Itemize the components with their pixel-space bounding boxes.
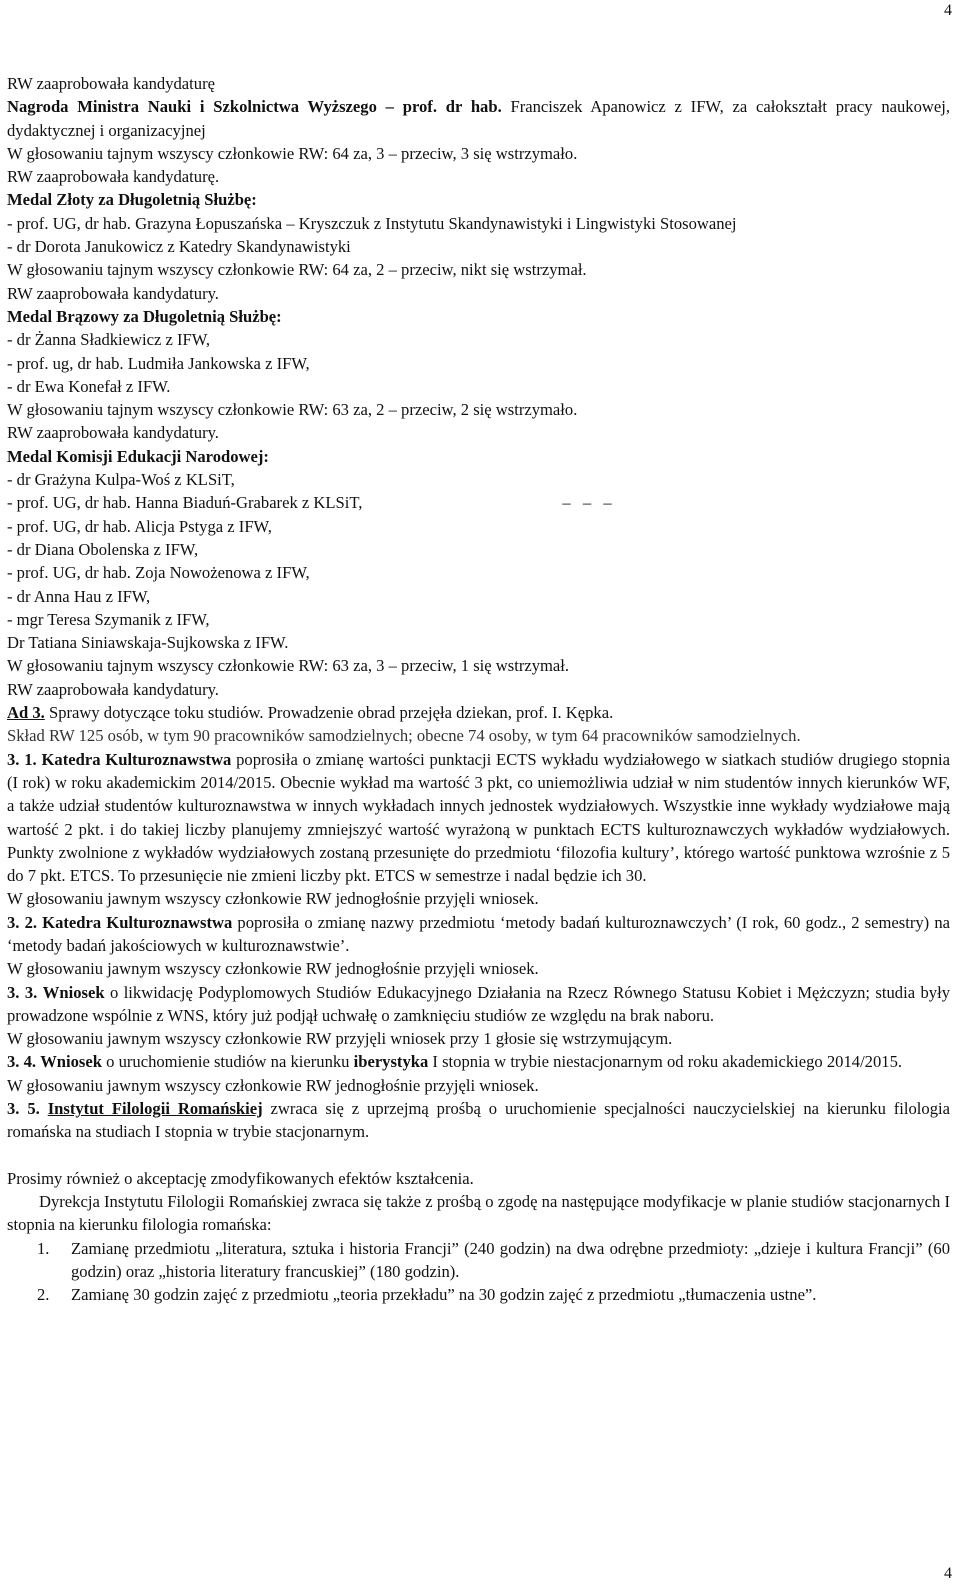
- list-item: - dr Grażyna Kulpa-Woś z KLSiT,: [7, 470, 235, 490]
- blank-line: [7, 1144, 950, 1167]
- list-item-text: Zamianę przedmiotu „literatura, sztuka i historia Francji” (240 godzin) na dwa odrębne przedmioty: „dzieje i kultura Francji” (60 godzin) oraz „historia literatury francuskiej” (180 godzin).: [71, 1238, 950, 1281]
- agenda-label: Ad 3.: [7, 703, 45, 723]
- dash-mark: – – –: [562, 493, 616, 513]
- motion-paragraph: [7, 981, 950, 1028]
- vote-line: W głosowaniu tajnym wszyscy członkowie RW: 64 za, 3 – przeciw, 3 się wstrzymało.: [7, 143, 578, 163]
- list-item: - dr Żanna Sładkiewicz z IFW,: [7, 330, 211, 350]
- motion-paragraph: [7, 911, 950, 958]
- list-item: - prof. UG, dr hab. Alicja Pstyga z IFW,: [7, 516, 272, 536]
- text-line: RW zaaprobowała kandydatury.: [7, 283, 219, 303]
- award-text: Franciszek Apanowicz z IFW, za całokształt pracy naukowej, dydaktycznej i organizacyjnej: [7, 97, 950, 140]
- list-item: [7, 1283, 950, 1306]
- vote-line: W głosowaniu tajnym wszyscy członkowie RW: 63 za, 2 – przeciw, 2 się wstrzymało.: [7, 400, 578, 420]
- text-line: Prosimy również o akceptację zmodyfikowanych efektów kształcenia.: [7, 1168, 474, 1188]
- list-item: - prof. ug, dr hab. Ludmiła Jankowska z IFW,: [7, 353, 310, 373]
- motion-text: o likwidację Podyplomowych Studiów Edukacyjnego Działania na Rzecz Równego Statusu Kobiet i Mężczyzn; studia były prowadzone wspólnie z WNS, który już podjął uchwałę o zamknięciu studiów ze względu na brak naboru.: [7, 982, 951, 1025]
- section-heading: Medal Złoty za Długoletnią Służbę:: [7, 190, 257, 210]
- list-item: - mgr Teresa Szymanik z IFW,: [7, 609, 210, 629]
- motion-number: 3. 1.: [7, 749, 37, 769]
- motion-number: 3. 2.: [7, 912, 38, 932]
- page-number-bottom: 4: [944, 1565, 952, 1582]
- list-item: - prof. UG, dr hab. Zoja Nowożenowa z IFW,: [7, 563, 310, 583]
- motion-paragraph: [7, 1097, 950, 1144]
- motion-text: o uruchomienie studiów na kierunku: [101, 1052, 354, 1072]
- motion-field-name: iberystyka: [353, 1052, 429, 1072]
- text-line: RW zaaprobowała kandydaturę.: [7, 167, 220, 187]
- list-item: - prof. UG, dr hab. Grazyna Łopuszańska – Kryszczuk z Instytutu Skandynawistyki i Lingwistyki Stosowanej: [7, 213, 737, 233]
- award-title: Nagroda Ministra Nauki i Szkolnictwa Wyższego – prof. dr hab.: [7, 97, 502, 117]
- motion-text: poprosiła o zmianę wartości punktacji ECTS wykładu wydziałowego w siatkach studiów drugiego stopnia (I rok) w roku akademickim 2014/2015. Obecnie wykład ma wartość 3 pkt, co uniemożliwia udział w nim studentów innych kierunków WF, a także udział studentów kulturoznawstwa w innych wykładach innych jednostek wydziałowych. Wszystkie inne wykłady wydziałowe mają wartość 2 pkt. i do takiej liczby planujemy zmniejszyć wartość wyrażoną w punktach ECTS kulturoznawczych wykładów wydziałowych. Punkty zwolnione z wykładów wydziałowych zostaną przesunięte do przedmiotu ‘filozofia kultury’, którego wartość punktowa wzrośnie z 5 do 7 pkt. ETCS. To przesunięcie nie zmieni liczby pkt. ETCS w semestrze i nadal będzie ich 30.: [7, 749, 950, 886]
- vote-line: W głosowaniu jawnym wszyscy członkowie RW przyjęli wniosek przy 1 głosie się wstrzymującym.: [7, 1029, 673, 1049]
- motion-number: 3. 4.: [7, 1052, 37, 1072]
- vote-line: W głosowaniu jawnym wszyscy członkowie RW jednogłośnie przyjęli wniosek.: [7, 1075, 539, 1095]
- list-item: [7, 1237, 950, 1284]
- composition-note: Skład RW 125 osób, w tym 90 pracowników samodzielnych; obecne 74 osoby, w tym 64 pracowników samodzielnych.: [7, 726, 801, 746]
- text-line: RW zaaprobowała kandydaturę: [7, 74, 215, 93]
- agenda-item: [7, 701, 950, 724]
- vote-line: W głosowaniu jawnym wszyscy członkowie RW jednogłośnie przyjęli wniosek.: [7, 959, 539, 979]
- document-body: [7, 72, 950, 1306]
- modification-list: [7, 1237, 950, 1307]
- list-number: 2.: [37, 1285, 50, 1305]
- list-item: Dr Tatiana Siniawskaja-Sujkowska z IFW.: [7, 633, 289, 653]
- motion-text: zwraca się z uprzejmą prośbą o uruchomienie specjalności nauczycielskiej na kierunku filologia romańska na studiach I stopnia w trybie stacjonarnym.: [7, 1099, 950, 1142]
- list-item-text: - prof. UG, dr hab. Hanna Biaduń-Grabarek z KLSiT,: [7, 493, 363, 513]
- text-line: RW zaaprobowała kandydatury.: [7, 423, 219, 443]
- list-item: - dr Diana Obolenska z IFW,: [7, 539, 199, 559]
- list-item: - dr Ewa Konefał z IFW.: [7, 376, 171, 396]
- motion-subject: Wniosek: [40, 1052, 102, 1072]
- list-item: - dr Dorota Janukowicz z Katedry Skandynawistyki: [7, 237, 351, 257]
- motion-text: I stopnia w trybie niestacjonarnym od roku akademickiego 2014/2015.: [428, 1052, 903, 1072]
- motion-subject: Wniosek: [42, 982, 105, 1002]
- motion-subject: Katedra Kulturoznawstwa: [41, 749, 232, 769]
- closing-paragraph: Dyrekcja Instytutu Filologii Romańskiej zwraca się także z prośbą o zgodę na następujące modyfikacje w planie studiów stacjonarnych I stopnia na kierunku filologia romańska:: [7, 1191, 950, 1235]
- motion-paragraph: [7, 748, 950, 888]
- list-number: 1.: [37, 1238, 50, 1258]
- vote-line: W głosowaniu jawnym wszyscy członkowie RW jednogłośnie przyjęli wniosek.: [7, 889, 539, 909]
- list-item: [7, 491, 950, 514]
- list-item-text: Zamianę 30 godzin zajęć z przedmiotu „teoria przekładu” na 30 godzin zajęć z przedmiotu „tłumaczenia ustne”.: [71, 1285, 817, 1305]
- motion-text: poprosiła o zmianę nazwy przedmiotu ‘metody badań kulturoznawczych’ (I rok, 60 godz., 2 semestry) na ‘metody badań jakościowych w kulturoznawstwie’.: [7, 912, 950, 955]
- motion-paragraph: [7, 1050, 950, 1073]
- award-paragraph: [7, 95, 950, 142]
- page-number-top: 4: [944, 2, 952, 19]
- section-heading: Medal Komisji Edukacji Narodowej:: [7, 446, 269, 466]
- motion-subject: Katedra Kulturoznawstwa: [42, 912, 233, 932]
- text-line: RW zaaprobowała kandydatury.: [7, 679, 219, 699]
- agenda-text: Sprawy dotyczące toku studiów. Prowadzenie obrad przejęła dziekan, prof. I. Kępka.: [44, 703, 614, 723]
- section-heading: Medal Brązowy za Długoletnią Służbę:: [7, 306, 282, 326]
- vote-line: W głosowaniu tajnym wszyscy członkowie RW: 63 za, 3 – przeciw, 1 się wstrzymał.: [7, 656, 570, 676]
- motion-subject: Instytut Filologii Romańskiej: [47, 1099, 263, 1119]
- list-item: - dr Anna Hau z IFW,: [7, 586, 151, 606]
- motion-number: 3. 3.: [7, 982, 38, 1002]
- vote-line: W głosowaniu tajnym wszyscy członkowie RW: 64 za, 2 – przeciw, nikt się wstrzymał.: [7, 260, 587, 280]
- motion-number: 3. 5.: [7, 1099, 40, 1119]
